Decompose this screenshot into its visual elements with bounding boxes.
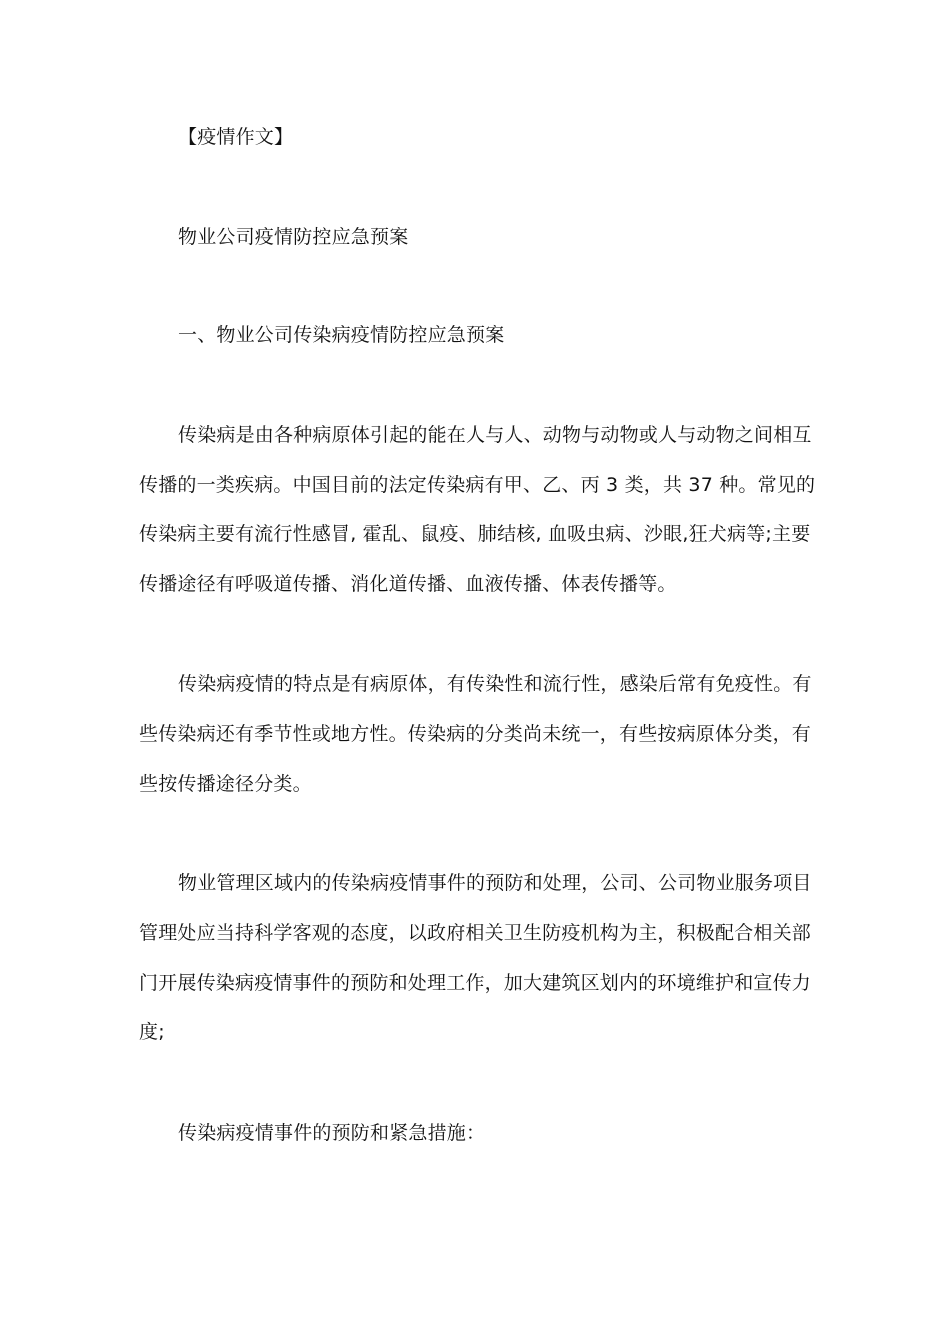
paragraph-line: 些传染病还有季节性或地方性。传染病的分类尚未统一，有些按病原体分类，有 xyxy=(139,723,812,745)
paragraph-line: 传播的一类疾病。中国目前的法定传染病有甲、乙、丙 3 类，共 37 种。常见的 xyxy=(139,474,816,496)
closing-heading: 传染病疫情事件的预防和紧急措施： xyxy=(178,1122,486,1144)
section-heading: 一、物业公司传染病疫情防控应急预案 xyxy=(178,324,505,346)
paragraph-line: 传播途径有呼吸道传播、消化道传播、血液传播、体表传播等。 xyxy=(139,573,677,595)
paragraph-line: 传染病是由各种病原体引起的能在人与人、动物与动物或人与动物之间相互 xyxy=(178,424,812,446)
document-title: 物业公司疫情防控应急预案 xyxy=(178,226,409,248)
paragraph-line: 度; xyxy=(139,1021,165,1043)
paragraph-line: 传染病主要有流行性感冒, 霍乱、鼠疫、肺结核, 血吸虫病、沙眼,狂犬病等;主要 xyxy=(139,523,811,545)
paragraph-line: 物业管理区域内的传染病疫情事件的预防和处理，公司、公司物业服务项目 xyxy=(178,872,812,894)
document-tag: 【疫情作文】 xyxy=(178,126,294,148)
paragraph-line: 传染病疫情的特点是有病原体，有传染性和流行性，感染后常有免疫性。有 xyxy=(178,673,812,695)
paragraph-line: 管理处应当持科学客观的态度，以政府相关卫生防疫机构为主，积极配合相关部 xyxy=(139,922,812,944)
paragraph-line: 些按传播途径分类。 xyxy=(139,773,312,795)
paragraph-line: 门开展传染病疫情事件的预防和处理工作，加大建筑区划内的环境维护和宣传力 xyxy=(139,972,812,994)
